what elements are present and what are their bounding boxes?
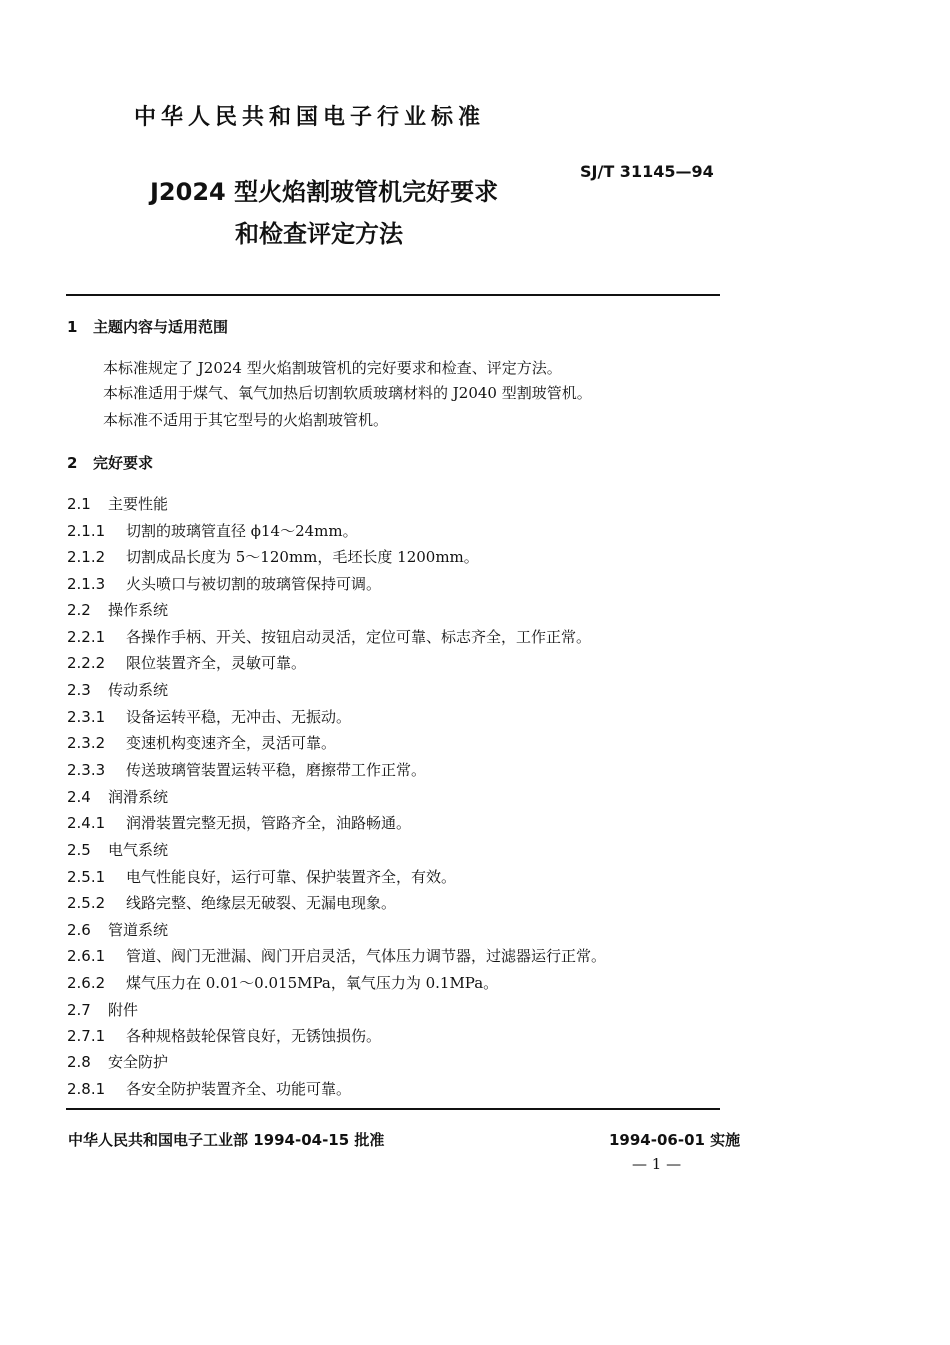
clause-text: 切割成品长度为 5～120mm，毛坯长度 1200mm。: [126, 548, 479, 566]
page-number: — 1 —: [632, 1155, 682, 1173]
clause-text: 电气性能良好，运行可靠、保护装置齐全，有效。: [126, 868, 457, 886]
clause-text: 传送玻璃管装置运转平稳，磨擦带工作正常。: [126, 761, 427, 779]
clause-text: 线路完整、绝缘层无破裂、无漏电现象。: [126, 894, 397, 912]
clause-text: 操作系统: [108, 601, 169, 619]
clause-item: [67, 866, 456, 887]
clause-text: 各种规格鼓轮保管良好，无锈蚀损伤。: [126, 1027, 382, 1045]
clause-number: 2.7.1: [67, 1027, 106, 1045]
clause-item: [67, 599, 168, 620]
section-heading: [67, 316, 228, 337]
approval-statement: 中华人民共和国电子工业部 1994-04-15 批准: [68, 1131, 385, 1149]
clause-text: 传动系统: [108, 681, 169, 699]
section-title: 主题内容与适用范围: [93, 318, 229, 336]
clause-item: [67, 812, 411, 833]
clause-number: 2.4.1: [67, 814, 106, 832]
clause-number: 2.1: [67, 495, 91, 513]
clause-text: 电气系统: [108, 841, 169, 859]
clause-item: [67, 839, 168, 860]
document-title-line2: 和检查评定方法: [235, 220, 403, 248]
section-number: 1: [67, 318, 78, 336]
clause-item: [67, 706, 351, 727]
clause-number: 2.3.2: [67, 734, 106, 752]
clause-text: 润滑装置完整无损，管路齐全，油路畅通。: [126, 814, 412, 832]
clause-number: 2.2.1: [67, 628, 106, 646]
clause-number: 2.6.2: [67, 974, 106, 992]
clause-number: 2.2.2: [67, 654, 106, 672]
clause-text: 设备运转平稳，无冲击、无振动。: [126, 708, 352, 726]
clause-text: 火头喷口与被切割的玻璃管保持可调。: [126, 575, 382, 593]
clause-number: 2.5: [67, 841, 91, 859]
document-title-line1: J2024 型火焰割玻管机完好要求: [150, 178, 499, 206]
clause-item: [67, 493, 168, 514]
clause-text: 管道系统: [108, 921, 169, 939]
clause-item: [67, 679, 168, 700]
clause-item: [67, 919, 168, 940]
standard-code: SJ/T 31145—94: [580, 162, 714, 181]
clause-number: 2.8.1: [67, 1080, 106, 1098]
clause-text: 主要性能: [108, 495, 169, 513]
clause-text: 切割的玻璃管直径 ϕ14～24mm。: [126, 522, 358, 540]
clause-item: [67, 786, 168, 807]
header-divider: [66, 294, 720, 296]
clause-number: 2.3.1: [67, 708, 106, 726]
clause-number: 2.5.2: [67, 894, 106, 912]
issuing-organization: 中华人民共和国电子行业标准: [134, 105, 486, 130]
paragraph: 本标准适用于煤气、氧气加热后切割软质玻璃材料的 J2040 型割玻管机。: [103, 384, 592, 402]
clause-number: 2.3.3: [67, 761, 106, 779]
clause-item: [67, 759, 426, 780]
clause-number: 2.8: [67, 1053, 91, 1071]
section-number: 2: [67, 454, 78, 472]
paragraph: 本标准不适用于其它型号的火焰割玻管机。: [103, 411, 389, 429]
clause-text: 各安全防护装置齐全、功能可靠。: [126, 1080, 352, 1098]
clause-number: 2.1.3: [67, 575, 106, 593]
clause-number: 2.3: [67, 681, 91, 699]
clause-text: 安全防护: [108, 1053, 169, 1071]
clause-text: 各操作手柄、开关、按钮启动灵活，定位可靠、标志齐全，工作正常。: [126, 628, 592, 646]
clause-text: 附件: [108, 1001, 139, 1019]
clause-text: 限位装置齐全，灵敏可靠。: [126, 654, 307, 672]
clause-number: 2.6.1: [67, 947, 106, 965]
clause-item: [67, 892, 396, 913]
section-heading: [67, 452, 153, 473]
clause-item: [67, 652, 306, 673]
clause-number: 2.1.1: [67, 522, 106, 540]
clause-number: 2.2: [67, 601, 91, 619]
clause-item: [67, 1051, 168, 1072]
clause-item: [67, 626, 591, 647]
implementation-date: 1994-06-01 实施: [609, 1131, 741, 1149]
clause-item: [67, 546, 479, 567]
clause-item: [67, 1025, 381, 1046]
clause-text: 管道、阀门无泄漏、阀门开启灵活，气体压力调节器，过滤器运行正常。: [126, 947, 607, 965]
clause-text: 变速机构变速齐全，灵活可靠。: [126, 734, 337, 752]
paragraph: 本标准规定了 J2024 型火焰割玻管机的完好要求和检查、评定方法。: [103, 359, 562, 377]
clause-number: 2.5.1: [67, 868, 106, 886]
clause-number: 2.6: [67, 921, 91, 939]
clause-text: 润滑系统: [108, 788, 169, 806]
clause-item: [67, 520, 358, 541]
clause-item: [67, 972, 498, 993]
clause-number: 2.7: [67, 1001, 91, 1019]
clause-number: 2.1.2: [67, 548, 106, 566]
clause-text: 煤气压力在 0.01～0.015MPa，氧气压力为 0.1MPa。: [126, 974, 499, 992]
clause-item: [67, 573, 381, 594]
footer-divider: [66, 1108, 720, 1110]
clause-item: [67, 945, 606, 966]
clause-item: [67, 732, 336, 753]
clause-item: [67, 1078, 351, 1099]
section-title: 完好要求: [93, 454, 154, 472]
clause-number: 2.4: [67, 788, 91, 806]
clause-item: [67, 999, 138, 1020]
